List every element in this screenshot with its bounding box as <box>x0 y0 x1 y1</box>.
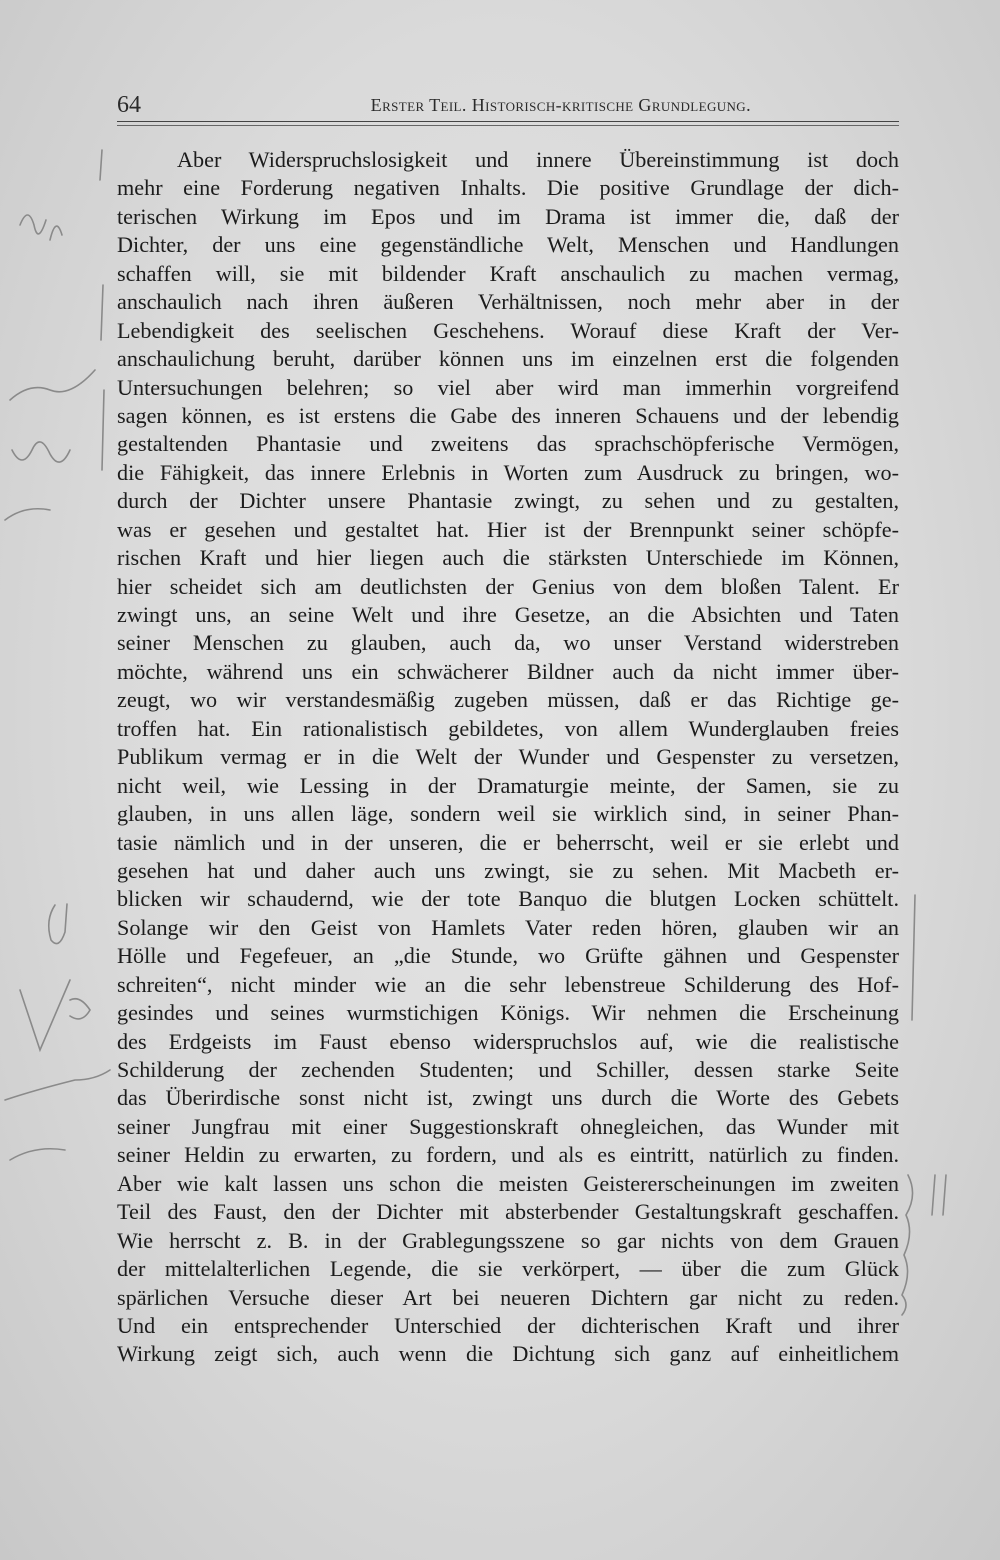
margin-scribble-4 <box>5 509 50 520</box>
margin-line-right-1 <box>912 895 915 1020</box>
text-line: möchte, während uns ein schwächerer Bildner auch da nicht immer über- <box>117 658 899 684</box>
text-line: seiner Heldin zu erwarten, zu fordern, und als es eintritt, natürlich zu finden. <box>117 1142 899 1168</box>
text-line: spärlichen Versuche dieser Art bei neueren Dichtern gar nicht zu reden. <box>117 1284 899 1310</box>
text-line: zeugt, wo wir verstandesmäßig zugeben müssen, daß er das Richtige ge- <box>117 687 899 713</box>
text-line: der mittelalterlichen Legende, die sie verkörpert, — über die zum Glück <box>117 1256 899 1282</box>
margin-scribble-5 <box>49 904 67 944</box>
text-line: was er gesehen und gestaltet hat. Hier ist der Brennpunkt seiner schöpfe- <box>117 516 899 542</box>
margin-scribble-8 <box>10 1149 65 1160</box>
text-line: Wirkung zeigt sich, auch wenn die Dichtung sich ganz auf einheitlichem <box>117 1341 899 1367</box>
header-rule <box>117 121 899 122</box>
text-line: Wie herrscht z. B. in der Grablegungsszene so gar nichts von dem Grauen <box>117 1227 899 1253</box>
text-line: hier scheidet sich am deutlichsten der Genius von dem bloßen Talent. Er <box>117 573 899 599</box>
margin-scribble-7 <box>5 1070 110 1100</box>
text-line: Publikum vermag er in die Welt der Wunder und Gespenster zu versetzen, <box>117 744 899 770</box>
text-line: rischen Kraft und hier liegen auch die stärksten Unterschiede im Können, <box>117 545 899 571</box>
text-line: Schilderung der zechenden Studenten; und Schiller, dessen starke Seite <box>117 1057 899 1082</box>
margin-line-right-2 <box>902 1175 913 1315</box>
text-line: mehr eine Forderung negativen Inhalts. Die positive Grundlage der dich- <box>117 175 899 201</box>
text-line: Solange wir den Geist von Hamlets Vater reden hören, glauben wir an <box>117 914 899 940</box>
text-line: blicken wir schaudernd, wie der tote Banquo die blutgen Locken schüttelt. <box>117 886 899 912</box>
text-line: Lebendigkeit des seelischen Geschehens. Worauf diese Kraft der Ver- <box>117 317 899 343</box>
text-line: die Fähigkeit, das innere Erlebnis in Worten zum Ausdruck zu bringen, wo- <box>117 459 899 485</box>
text-line: zwingt uns, an seine Welt und ihre Gesetze, an die Absichten und Taten <box>117 602 899 627</box>
body-text <box>117 146 899 1369</box>
text-line: Untersuchungen belehren; so viel aber wird man immerhin vorgreifend <box>117 374 899 400</box>
margin-scribble-3 <box>12 442 70 462</box>
text-line: seiner Menschen zu glauben, auch da, wo unser Verstand widerstreben <box>117 630 899 656</box>
text-line: sagen können, es ist erstens die Gabe des inneren Schauens und der lebendig <box>117 402 899 428</box>
text-line: nicht weil, wie Lessing in der Dramaturgie meinte, der Samen, sie zu <box>117 772 899 798</box>
text-line: gesindes und seines wurmstichigen Königs. Wir nehmen die Erscheinung <box>117 1000 899 1026</box>
text-line: tasie nämlich und in der unseren, die er beherrscht, weil er sie erlebt und <box>117 829 899 855</box>
text-line: anschaulichung beruht, darüber können uns im einzelnen erst die folgenden <box>117 346 899 372</box>
margin-line-left-top <box>100 150 102 180</box>
running-head: Erster Teil. Historisch-kritische Grundlegung. <box>370 95 751 115</box>
margin-line-left-3 <box>102 390 104 470</box>
text-line: Hölle und Fegefeuer, an „die Stunde, wo Grüfte gähnen und Gespenster <box>117 943 899 969</box>
text-line: Teil des Faust, den der Dichter mit absterbender Gestaltungskraft geschaffen. <box>117 1199 899 1225</box>
text-line: troffen hat. Ein rationalistisch gebildetes, von allem Wunderglauben freies <box>117 715 899 741</box>
text-line: Und ein entsprechender Unterschied der dichterischen Kraft und ihrer <box>117 1312 899 1338</box>
text-line: durch der Dichter unsere Phantasie zwingt, zu sehen und zu gestalten, <box>117 488 899 514</box>
text-line: schaffen will, sie mit bildender Kraft anschaulich zu machen vermag, <box>117 260 899 286</box>
margin-scribble-1 <box>20 215 62 240</box>
page-header <box>117 88 899 124</box>
text-line: Aber wie kalt lassen uns schon die meisten Geistererscheinungen im zweiten <box>117 1170 899 1196</box>
text-line: das Überirdische sonst nicht ist, zwingt uns durch die Worte des Gebets <box>117 1085 899 1111</box>
header-rule-secondary <box>117 125 899 126</box>
text-line: Dichter, der uns eine gegenständliche Welt, Menschen und Handlungen <box>117 232 899 258</box>
text-line: seiner Jungfrau mit einer Suggestionskraft ohnegleichen, das Wunder mit <box>117 1113 899 1139</box>
text-line: anschaulich nach ihren äußeren Verhältnissen, noch mehr aber in der <box>117 289 899 315</box>
margin-line-left-2 <box>101 285 103 340</box>
margin-line-right-3 <box>932 1175 946 1215</box>
margin-scribble-6 <box>20 980 90 1050</box>
text-line: terischen Wirkung im Epos und im Drama ist immer die, daß der <box>117 203 899 229</box>
text-line: des Erdgeists im Faust ebenso widerspruchslos auf, wie die realistische <box>117 1028 899 1054</box>
text-line: gesehen hat und daher auch uns zwingt, sie zu sehen. Mit Macbeth er- <box>117 857 899 883</box>
margin-scribble-2 <box>10 370 95 400</box>
page-number: 64 <box>117 92 141 118</box>
text-line: glauben, in uns allen läge, sondern weil sie wirklich sind, in seiner Phan- <box>117 801 899 827</box>
text-line: Aber Widerspruchslosigkeit und innere Übereinstimmung ist doch <box>177 147 899 172</box>
text-line: gestaltenden Phantasie und zweitens das sprachschöpferische Vermögen, <box>117 431 899 457</box>
text-line: schreiten“, nicht minder wie an die sehr lebenstreue Schilderung des Hof- <box>117 971 899 997</box>
